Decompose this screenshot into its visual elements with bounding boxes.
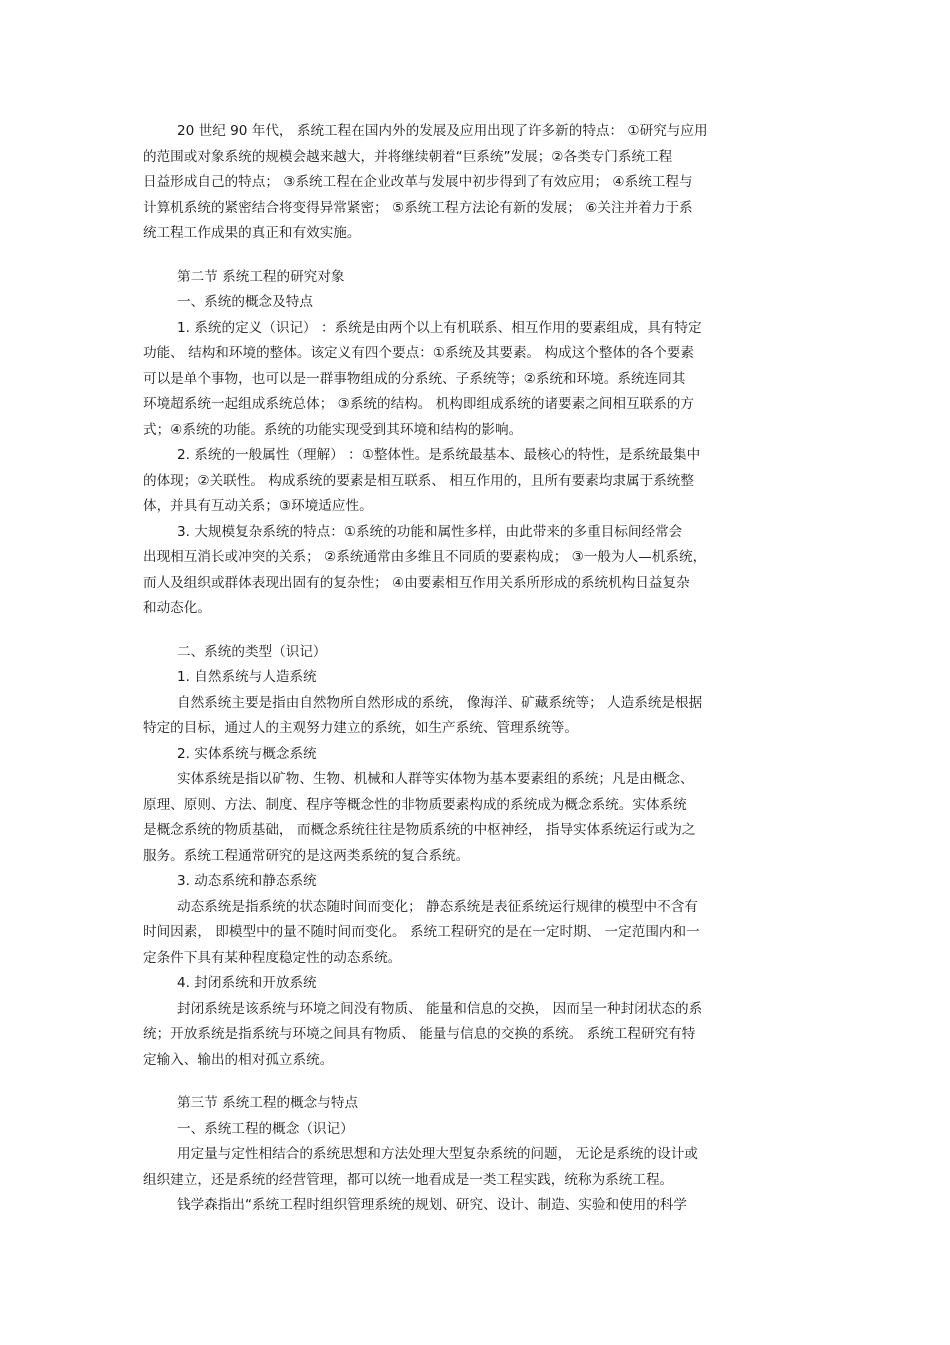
text-line: 可以是单个事物，也可以是一群事物组成的分系统、子系统等；②系统和环境。系统连同其	[143, 370, 686, 387]
text-line: 环境超系统一起组成系统总体； ③系统的结构。 机构即组成系统的诸要素之间相互联系的方	[143, 396, 694, 412]
text-line: 服务。系统工程通常研究的是这两类系统的复合系统。	[143, 847, 470, 864]
text-line: 钱学森指出“系统工程时组织管理系统的规划、研究、设计、制造、实验和使用的科学	[177, 1197, 688, 1213]
text-line: 功能、 结构和环境的整体。该定义有四个要点：①系统及其要素。 构成这个整体的各个要素	[143, 345, 694, 361]
section-heading: 第二节 系统工程的研究对象	[177, 268, 345, 285]
text-line: 的范围或对象系统的规模会越来越大，并将继续朝着“巨系统”发展；②各类专门系统工程	[143, 148, 673, 165]
concept-paragraph	[143, 1142, 798, 1193]
large-system-paragraph	[143, 520, 798, 622]
text-line: 日益形成自己的特点； ③系统工程在企业改革与发展中初步得到了有效应用； ④系统工程与	[143, 174, 693, 190]
text-line: 组织建立，还是系统的经营管理，都可以统一地看成是一类工程实践，统称为系统工程。	[143, 1171, 674, 1188]
text-line: 用定量与定性相结合的系统思想和方法处理大型复杂系统的问题， 无论是系统的设计或	[177, 1146, 698, 1162]
closed-open-paragraph	[143, 997, 798, 1074]
text-line: 20 世纪 90 年代， 系统工程在国内外的发展及应用出现了许多新的特点： ①研究与应用	[177, 123, 708, 139]
text-line: 封闭系统是该系统与环境之间没有物质、 能量和信息的交换， 因而呈一种封闭状态的系	[177, 1000, 703, 1017]
text-line: 特定的目标，通过人的主观努力建立的系统，如生产系统、管理系统等。	[143, 720, 578, 736]
text-line: 实体系统是指以矿物、生物、机械和人群等实体物为基本要素组的系统；凡是由概念、	[177, 771, 694, 787]
item-heading: 2. 实体系统与概念系统	[177, 745, 317, 762]
item-heading: 3. 动态系统和静态系统	[177, 873, 317, 889]
text-line: 统工程工作成果的真正和有效实施。	[143, 225, 361, 241]
text-line: 1. 系统的定义（识记） ：系统是由两个以上有机联系、相互作用的要素组成，具有特定	[177, 319, 702, 336]
section-heading: 第三节 系统工程的概念与特点	[177, 1095, 359, 1111]
definition-paragraph	[143, 316, 798, 444]
dynamic-static-paragraph	[143, 895, 798, 972]
text-line: 体，并具有互动关系；③环境适应性。	[143, 498, 373, 514]
text-line: 计算机系统的紧密结合将变得异常紧密； ⑤系统工程方法论有新的发展； ⑥关注并着力于系	[143, 199, 693, 216]
subsection-heading: 一、系统的概念及特点	[177, 294, 313, 310]
text-line: 动态系统是指系统的状态随时间而变化； 静态系统是表征系统运行规律的模型中不含有	[177, 898, 698, 915]
text-line: 定条件下具有某种程度稳定性的动态系统。	[143, 949, 402, 966]
text-line: 自然系统主要是指由自然物所自然形成的系统， 像海洋、矿藏系统等； 人造系统是根据	[177, 694, 703, 711]
text-line: 而人及组织或群体表现出固有的复杂性； ④由要素相互作用关系所形成的系统机构日益复杂	[143, 574, 690, 591]
item-heading: 4. 封闭系统和开放系统	[177, 975, 317, 991]
text-line: 定输入、输出的相对孤立系统。	[143, 1051, 334, 1068]
subsection-heading: 二、系统的类型（识记）	[177, 643, 327, 660]
text-line: 出现相互消长或冲突的关系； ②系统通常由多维且不同质的要素构成； ③一般为人—机系统，	[143, 549, 707, 565]
text-line: 的体现；②关联性。 构成系统的要素是相互联系、 相互作用的，且所有要素均隶属于系统整	[143, 472, 694, 489]
text-line: 时间因素， 即模型中的量不随时间而变化。 系统工程研究的是在一定时期、 一定范围内和一	[143, 924, 700, 940]
text-line: 原理、原则、方法、制度、程序等概念性的非物质要素构成的系统成为概念系统。实体系统	[143, 796, 687, 813]
entity-concept-paragraph	[143, 767, 798, 869]
text-line: 和动态化。	[143, 600, 211, 616]
document-body	[143, 119, 798, 1219]
text-line: 3. 大规模复杂系统的特点：①系统的功能和属性多样，由此带来的多重目标间经常会	[177, 523, 683, 540]
subsection-heading: 一、系统工程的概念（识记）	[177, 1120, 354, 1137]
attributes-paragraph	[143, 443, 798, 520]
text-line: 统；开放系统是指系统与环境之间具有物质、 能量与信息的交换的系统。 系统工程研究有特	[143, 1026, 696, 1042]
qian-xuesen-paragraph	[143, 1193, 798, 1219]
text-line: 式；④系统的功能。系统的功能实现受到其环境和结构的影响。	[143, 421, 523, 438]
natural-artificial-paragraph	[143, 691, 798, 742]
text-line: 是概念系统的物质基础， 而概念系统往往是物质系统的中枢神经， 指导实体系统运行或为之	[143, 822, 696, 838]
intro-paragraph	[143, 119, 798, 247]
item-heading: 1. 自然系统与人造系统	[177, 669, 317, 685]
text-line: 2. 系统的一般属性（理解） ：①整体性。是系统最基本、最核心的特性，是系统最集中	[177, 447, 701, 463]
